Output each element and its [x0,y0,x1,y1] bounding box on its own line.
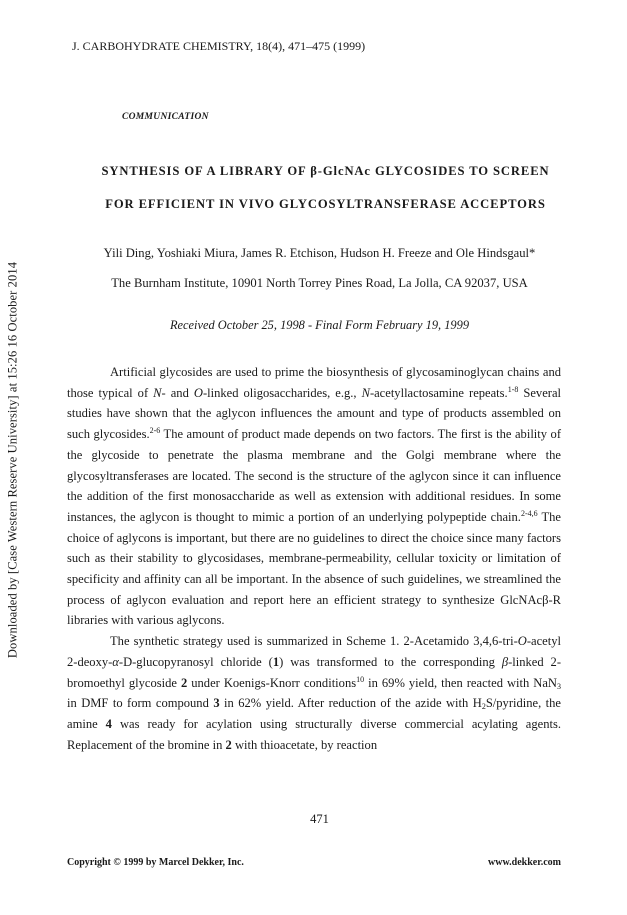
paragraph-2 [67,631,561,755]
text-run: -acetyl 2-deoxy- [67,634,561,669]
text-run: N [153,385,162,400]
text-run: -linked 2-bromoethyl glycoside [67,654,561,690]
text-run: in 69% yield, then reacted with NaN [364,675,557,690]
article-title-line-2: FOR EFFICIENT IN VIVO GLYCOSYLTRANSFERASE ACCEPTORS [105,197,546,211]
compound-number: 2 [180,675,188,690]
page-number: 471 [310,812,329,826]
compound-number: 2 [225,737,232,752]
reference-superscript: 2-4,6 [520,508,538,518]
text-run: The choice of aglycons is important, but there are no guidelines to direct the choice since many factors such as their stability to glycosidases, membrane-permeability, cellular toxicity or limitation of specificity and affinity can all be important. In the absence of such guidelines, we streamlined the process of aglycon evaluation and report here an efficient strategy to synthesize GlcNAcβ-R libraries with various aglycons. [67,509,561,628]
text-run: α [112,654,119,669]
compound-number: 4 [105,716,112,731]
download-note: Downloaded by [Case Western Reserve University] at 15:26 16 October 2014 [5,261,20,659]
text-run: with thioacetate, by reaction [231,737,378,752]
reference-superscript: 10 [356,674,365,684]
text-run: Artificial glycosides are used to prime the biosynthesis of glycosaminoglycan chains and those typical of [67,365,561,400]
section-label: COMMUNICATION [122,112,209,122]
article-body [67,362,561,755]
text-run: O [193,385,203,400]
text-run: was ready for acylation using structurally diverse commercial acylating agents. Replacement of the bromine in [67,716,562,752]
compound-number: 3 [213,696,220,711]
publisher-website: www.dekker.com [488,857,561,868]
text-run: ) was transformed to the corresponding [279,654,502,669]
compound-number: 1 [272,654,280,669]
text-run: under Koenigs-Knorr conditions [187,675,357,690]
text-run: The amount of product made depends on two factors. The first is the ability of the glycoside to penetrate the plasma membrane and the Golgi membrane where the glycosyltransferases are located. The second is the structure of the aglycon since it can influence the addition of the first monosaccharide as well as extension with additional residues. In some instances, the aglycon is thought to mimic a portion of an underlying polypeptide chain. [67,427,561,524]
paragraph-1 [67,362,561,631]
text-run: in 62% yield. After reduction of the azide with H [219,696,482,711]
download-sidebar [0,0,26,915]
copyright-notice: Copyright © 1999 by Marcel Dekker, Inc. [67,857,244,868]
reference-superscript: 2-6 [149,426,161,436]
subscript: 2 [481,702,486,712]
text-run: Several studies have shown that the aglycon influences the amount and type of products assembled on such glycosides. [67,385,562,442]
article-title-line-1: SYNTHESIS OF A LIBRARY OF β-GlcNAc GLYCOSIDES TO SCREEN [101,164,550,178]
received-dates: Received October 25, 1998 - Final Form February 19, 1999 [169,318,470,332]
text-run: in DMF to form compound [67,696,214,711]
reference-superscript: 1-8 [507,384,519,394]
subscript: 3 [557,681,561,691]
text-run: -D-glucopyranosyl chloride ( [118,654,273,669]
affiliation: The Burnham Institute, 10901 North Torrey Pines Road, La Jolla, CA 92037, USA [111,276,528,290]
text-run: S/pyridine, the amine [67,696,561,731]
text-run: N [361,385,370,400]
text-run: O [517,634,527,649]
text-run: -acetyllactosamine repeats. [369,385,508,400]
text-run: - and [161,385,194,400]
journal-citation: J. CARBOHYDRATE CHEMISTRY, 18(4), 471–475 (1999) [72,39,366,53]
text-run: β [501,654,509,669]
author-list: Yili Ding, Yoshiaki Miura, James R. Etchison, Hudson H. Freeze and Ole Hindsgaul* [103,246,536,260]
text-run: -linked oligosaccharides, e.g., [202,385,362,400]
text-run: The synthetic strategy used is summarized in Scheme 1. 2-Acetamido 3,4,6-tri- [110,634,518,649]
